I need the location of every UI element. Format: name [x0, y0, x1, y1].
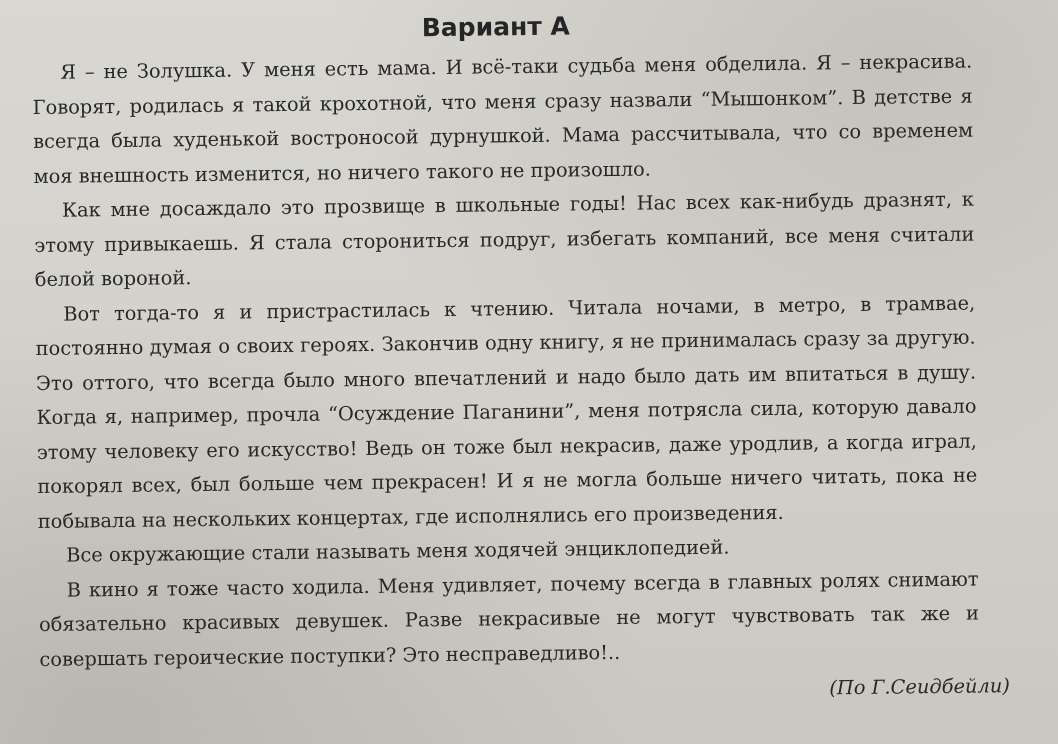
paragraph-3: Вот тогда-то я и пристрастилась к чтению. Читала ночами, в метро, в трамвае, постоянно думая о своих героях. Закончив одну книгу, я не принималась сразу за другую. Это оттого, что всегда было много впечатлений и надо было дать им впитаться в душу. Когда я, например, прочла “Осуждение Паганини”, меня потрясла сила, которую давало этому человеку его искусство! Ведь он тоже был некрасив, даже уродлив, а когда играл, покорял всех, был больше чем прекрасен! И я не могла больше ничего читать, пока не побывала на нескольких концертах, где исполнялись его произведения.: [35, 291, 978, 533]
author-attribution: (По Г.Сеидбейли): [829, 674, 1011, 700]
paragraph-1: Я – не Золушка. У меня есть мама. И всё-таки судьба меня обделила. Я – некрасива. Говорят, родилась я такой крохотной, что меня сразу назвали “Мышонком”. В детстве я всегда была худенькой востроносой дурнушкой. Мама рассчитывала, что со временем моя внешность изменится, но ничего такого не произошло.: [32, 49, 974, 188]
variant-title: Вариант А: [421, 11, 570, 43]
story-text: [32, 45, 980, 677]
paragraph-2: Как мне досаждало это прозвище в школьные годы! Нас всех как-нибудь дразнят, к этому привыкаешь. Я стала сторониться подруг, избегать компаний, все меня считали белой вороной.: [34, 187, 975, 292]
paragraph-5: В кино я тоже часто ходила. Меня удивляет, почему всегда в главных ролях снимают обязательно красивых девушек. Разве некрасивые не могут чувствовать так же и совершать героические поступки? Это несправедливо!..: [38, 567, 980, 671]
paragraph-4: Все окружающие стали называть меня ходячей энциклопедией.: [66, 535, 730, 567]
